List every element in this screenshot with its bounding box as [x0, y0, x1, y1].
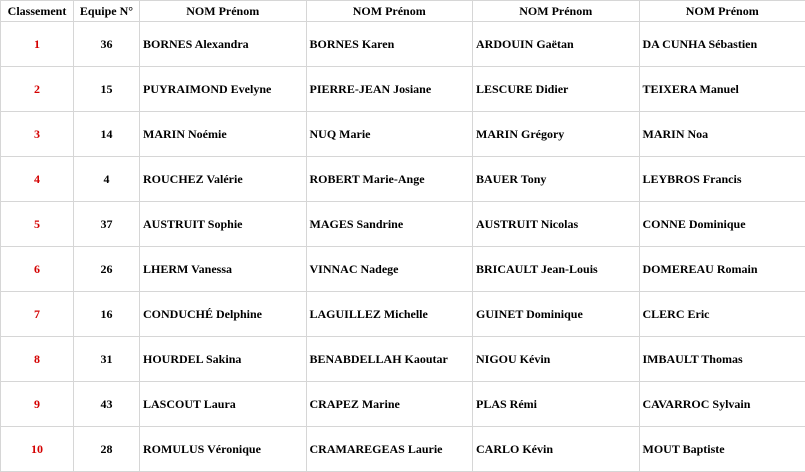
member-cell: MARIN Noa — [639, 112, 805, 157]
rank-cell: 7 — [1, 292, 74, 337]
table-row — [1, 247, 805, 292]
team-cell: 37 — [74, 202, 140, 247]
member-cell: DA CUNHA Sébastien — [639, 22, 805, 67]
team-cell: 36 — [74, 22, 140, 67]
member-cell: DOMEREAU Romain — [639, 247, 805, 292]
table-row — [1, 67, 805, 112]
table-row — [1, 382, 805, 427]
member-cell: PIERRE-JEAN Josiane — [306, 67, 473, 112]
header-team: Equipe N° — [74, 1, 140, 22]
member-cell: LEYBROS Francis — [639, 157, 805, 202]
header-rank: Classement — [1, 1, 74, 22]
team-cell: 14 — [74, 112, 140, 157]
member-cell: PLAS Rémi — [473, 382, 640, 427]
member-cell: PUYRAIMOND Evelyne — [140, 67, 307, 112]
header-name-3: NOM Prénom — [473, 1, 640, 22]
member-cell: LASCOUT Laura — [140, 382, 307, 427]
member-cell: CLERC Eric — [639, 292, 805, 337]
table-row — [1, 202, 805, 247]
member-cell: MARIN Noémie — [140, 112, 307, 157]
member-cell: IMBAULT Thomas — [639, 337, 805, 382]
member-cell: CONNE Dominique — [639, 202, 805, 247]
member-cell: BORNES Alexandra — [140, 22, 307, 67]
member-cell: BORNES Karen — [306, 22, 473, 67]
member-cell: BAUER Tony — [473, 157, 640, 202]
rank-cell: 6 — [1, 247, 74, 292]
rank-cell: 9 — [1, 382, 74, 427]
member-cell: LHERM Vanessa — [140, 247, 307, 292]
member-cell: LESCURE Didier — [473, 67, 640, 112]
team-cell: 28 — [74, 427, 140, 472]
member-cell: CRAMAREGEAS Laurie — [306, 427, 473, 472]
header-name-1: NOM Prénom — [140, 1, 307, 22]
member-cell: TEIXERA Manuel — [639, 67, 805, 112]
member-cell: NUQ Marie — [306, 112, 473, 157]
team-cell: 31 — [74, 337, 140, 382]
member-cell: ARDOUIN Gaëtan — [473, 22, 640, 67]
member-cell: LAGUILLEZ Michelle — [306, 292, 473, 337]
member-cell: MARIN Grégory — [473, 112, 640, 157]
table-row — [1, 337, 805, 382]
team-cell: 16 — [74, 292, 140, 337]
header-name-2: NOM Prénom — [306, 1, 473, 22]
member-cell: ROUCHEZ Valérie — [140, 157, 307, 202]
team-cell: 43 — [74, 382, 140, 427]
member-cell: GUINET Dominique — [473, 292, 640, 337]
rank-cell: 3 — [1, 112, 74, 157]
member-cell: CRAPEZ Marine — [306, 382, 473, 427]
member-cell: BENABDELLAH Kaoutar — [306, 337, 473, 382]
rank-cell: 5 — [1, 202, 74, 247]
table-row — [1, 112, 805, 157]
member-cell: MAGES Sandrine — [306, 202, 473, 247]
table-row — [1, 427, 805, 472]
rank-cell: 4 — [1, 157, 74, 202]
member-cell: NIGOU Kévin — [473, 337, 640, 382]
member-cell: HOURDEL Sakina — [140, 337, 307, 382]
member-cell: CARLO Kévin — [473, 427, 640, 472]
rank-cell: 2 — [1, 67, 74, 112]
header-row — [1, 1, 805, 22]
member-cell: CAVARROC Sylvain — [639, 382, 805, 427]
rank-cell: 8 — [1, 337, 74, 382]
team-cell: 15 — [74, 67, 140, 112]
rank-cell: 1 — [1, 22, 74, 67]
table-row — [1, 22, 805, 67]
member-cell: ROMULUS Véronique — [140, 427, 307, 472]
member-cell: ROBERT Marie-Ange — [306, 157, 473, 202]
member-cell: AUSTRUIT Nicolas — [473, 202, 640, 247]
member-cell: BRICAULT Jean-Louis — [473, 247, 640, 292]
header-name-4: NOM Prénom — [639, 1, 805, 22]
team-cell: 26 — [74, 247, 140, 292]
member-cell: AUSTRUIT Sophie — [140, 202, 307, 247]
member-cell: VINNAC Nadege — [306, 247, 473, 292]
rank-cell: 10 — [1, 427, 74, 472]
table-row — [1, 157, 805, 202]
member-cell: MOUT Baptiste — [639, 427, 805, 472]
member-cell: CONDUCHÉ Delphine — [140, 292, 307, 337]
table-row — [1, 292, 805, 337]
team-cell: 4 — [74, 157, 140, 202]
